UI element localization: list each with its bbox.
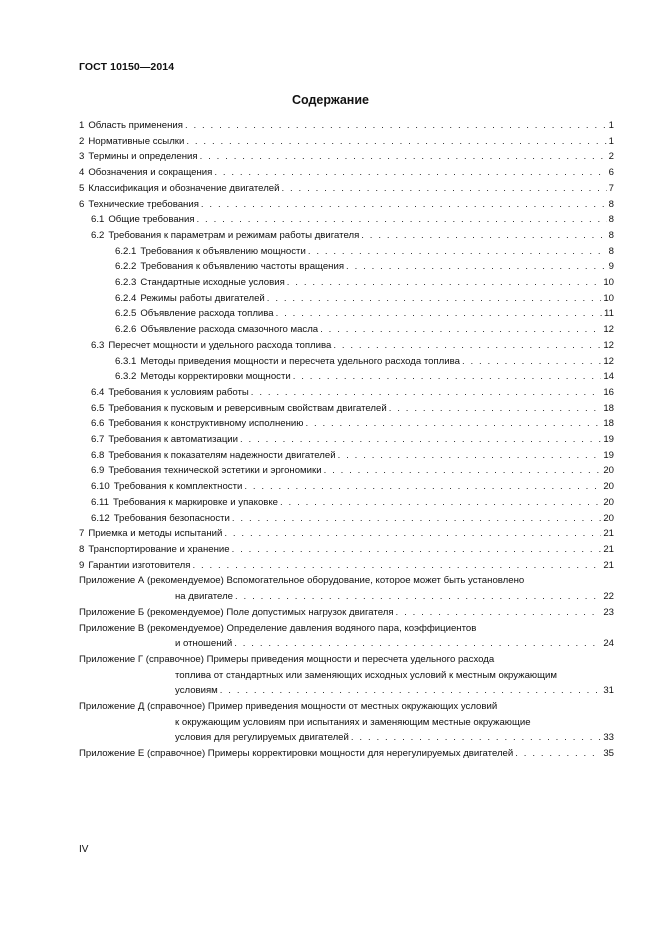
dot-leader — [287, 275, 602, 291]
dot-leader — [235, 589, 601, 605]
toc-entry-page: 21 — [603, 528, 614, 540]
toc-entry-page: 11 — [604, 308, 614, 320]
toc-entries — [79, 118, 614, 573]
toc-entry[interactable] — [79, 259, 614, 275]
dot-leader — [389, 401, 602, 417]
toc-entry-page: 8 — [608, 245, 614, 257]
dot-leader — [220, 683, 602, 699]
toc-entry-page: 10 — [603, 292, 614, 304]
toc-entry-number: 6.7 — [91, 434, 105, 446]
toc-entry-page: 8 — [608, 198, 614, 210]
toc-entry-number: 6.1 — [91, 214, 105, 226]
toc-entry-page: 7 — [608, 182, 614, 194]
toc-entry-title: Методы приведения мощности и пересчета удельного расхода топлива — [140, 355, 460, 367]
dot-leader — [186, 134, 606, 150]
toc-entry[interactable] — [79, 149, 614, 165]
toc-entry[interactable] — [79, 291, 614, 307]
dot-leader — [308, 244, 607, 260]
dot-leader — [346, 259, 607, 275]
toc-entry[interactable] — [79, 322, 614, 338]
toc-entry-title: Гарантии изготовителя — [88, 559, 191, 571]
dot-leader — [192, 558, 601, 574]
toc-entry-title: Требования к пусковым и реверсивным свойствам двигателей — [108, 402, 387, 414]
toc-entry[interactable] — [79, 212, 614, 228]
dot-leader — [280, 495, 601, 511]
toc-entry-number: 6.2.4 — [115, 292, 137, 304]
toc-entry-page: 12 — [603, 324, 614, 336]
toc-entry-title: Классификация и обозначение двигателей — [88, 182, 280, 194]
dot-leader — [201, 197, 607, 213]
toc-entry-title: Пересчет мощности и удельного расхода топлива — [108, 339, 332, 351]
toc-appendix-entry[interactable] — [79, 605, 614, 621]
dot-leader — [293, 369, 602, 385]
dot-leader — [276, 306, 602, 322]
toc-entry-number: 5 — [79, 182, 85, 194]
toc-entry-number: 6.5 — [91, 402, 105, 414]
toc-entry-title: Требования безопасности — [113, 512, 230, 524]
table-of-contents — [79, 118, 614, 762]
toc-entry-title: Обозначения и сокращения — [88, 167, 213, 179]
toc-entry[interactable] — [79, 244, 614, 260]
toc-entry-number: 3 — [79, 151, 85, 163]
dot-leader — [224, 526, 601, 542]
toc-entry-page: 12 — [603, 339, 614, 351]
toc-entry-title: Режимы работы двигателей — [140, 292, 265, 304]
toc-entry[interactable] — [79, 165, 614, 181]
dot-leader — [232, 511, 601, 527]
toc-entry-number: 6.2.5 — [115, 308, 137, 320]
toc-entry-number: 9 — [79, 559, 85, 571]
toc-entry[interactable] — [79, 463, 614, 479]
toc-entry[interactable] — [79, 181, 614, 197]
toc-entry-page: 18 — [603, 418, 614, 430]
appendix-title-line: топлива от стандартных или заменяющих исходных условий к местным окружающим — [175, 669, 557, 681]
toc-entry-number: 6.3.1 — [115, 355, 137, 367]
toc-entry-number: 6.3.2 — [115, 371, 137, 383]
dot-leader — [338, 448, 602, 464]
toc-entry[interactable] — [79, 197, 614, 213]
toc-entry[interactable] — [79, 542, 614, 558]
toc-entry-page: 6 — [608, 167, 614, 179]
appendix-title-line: Приложение Д (справочное) Пример приведения мощности от местных окружающих условий — [79, 701, 498, 713]
dot-leader — [240, 432, 601, 448]
toc-entry-page: 20 — [603, 496, 614, 508]
toc-entry-number: 4 — [79, 167, 85, 179]
toc-entry[interactable] — [79, 416, 614, 432]
appendix-title-line: Приложение В (рекомендуемое) Определение давления водяного пара, коэффициентов — [79, 622, 477, 634]
appendix-title-line: к окружающим условиям при испытаниях и заменяющим местные окружающие — [175, 716, 531, 728]
toc-entry-page: 12 — [603, 355, 614, 367]
toc-entry-number: 6.2.2 — [115, 261, 137, 273]
toc-entry-page: 31 — [603, 685, 614, 697]
toc-entry-number: 6.12 — [91, 512, 110, 524]
toc-entry-page: 10 — [603, 277, 614, 289]
toc-entry-page: 21 — [603, 543, 614, 555]
appendix-title-line: Приложение Б (рекомендуемое) Поле допустимых нагрузок двигателя — [79, 606, 394, 618]
toc-entry-title: Стандартные исходные условия — [140, 277, 285, 289]
toc-entry-title: Требования к автоматизации — [108, 434, 239, 446]
toc-appendices — [79, 573, 614, 761]
dot-leader — [197, 212, 607, 228]
page-number: IV — [79, 844, 89, 855]
dot-leader — [324, 463, 602, 479]
toc-entry-page: 19 — [603, 449, 614, 461]
toc-entry-title: Нормативные ссылки — [88, 135, 185, 147]
toc-entry-title: Требования к конструктивному исполнению — [108, 418, 304, 430]
toc-entry-number: 6.8 — [91, 449, 105, 461]
toc-entry-page: 22 — [603, 591, 614, 603]
toc-entry-title: Требования к комплектности — [113, 481, 243, 493]
toc-entry-page: 8 — [608, 214, 614, 226]
toc-entry-page: 18 — [603, 402, 614, 414]
toc-entry-page: 1 — [608, 135, 614, 147]
appendix-title-line: Приложение А (рекомендуемое) Вспомогательное оборудование, которое может быть установлено — [79, 575, 525, 587]
toc-entry-page: 16 — [603, 386, 614, 398]
toc-entry-number: 6.2.6 — [115, 324, 137, 336]
appendix-title-line: и отношений — [175, 638, 233, 650]
toc-entry-number: 6.11 — [91, 496, 109, 508]
dot-leader — [515, 746, 601, 762]
toc-entry-page: 20 — [603, 465, 614, 477]
page-title: Содержание — [291, 93, 369, 107]
toc-entry[interactable] — [79, 432, 614, 448]
dot-leader — [214, 165, 606, 181]
toc-entry-page: 21 — [603, 559, 614, 571]
toc-entry[interactable] — [79, 401, 614, 417]
toc-entry[interactable] — [79, 385, 614, 401]
toc-entry[interactable] — [79, 369, 614, 385]
toc-entry-page: 33 — [603, 732, 614, 744]
toc-entry-number: 2 — [79, 135, 85, 147]
toc-entry-number: 6.9 — [91, 465, 105, 477]
toc-entry[interactable] — [79, 118, 614, 134]
toc-entry[interactable] — [79, 495, 614, 511]
toc-appendix-entry[interactable] — [79, 746, 614, 762]
toc-entry-page: 1 — [608, 120, 614, 131]
toc-entry-page: 20 — [603, 481, 614, 493]
standard-designation: ГОСТ 10150—2014 — [79, 61, 175, 73]
toc-entry-page: 20 — [603, 512, 614, 524]
toc-entry-title: Требования к объявлению частоты вращения — [140, 261, 345, 273]
toc-entry-title: Общие требования — [108, 214, 195, 226]
dot-leader — [462, 354, 601, 370]
toc-entry-number: 6.2.1 — [115, 245, 137, 257]
dot-leader — [396, 605, 602, 621]
toc-entry[interactable] — [79, 275, 614, 291]
appendix-title-line: Приложение Г (справочное) Примеры приведения мощности и пересчета удельного расхода — [79, 653, 495, 665]
toc-entry-number: 8 — [79, 543, 85, 555]
dot-leader — [234, 636, 601, 652]
toc-entry[interactable] — [79, 448, 614, 464]
toc-entry-title: Термины и определения — [88, 151, 198, 163]
dot-leader — [244, 479, 601, 495]
toc-entry-page: 8 — [608, 229, 614, 241]
toc-entry[interactable] — [79, 228, 614, 244]
dot-leader — [267, 291, 602, 307]
dot-leader — [251, 385, 602, 401]
toc-entry-title: Методы корректировки мощности — [140, 371, 291, 383]
toc-entry[interactable] — [79, 558, 614, 574]
toc-appendix-entry[interactable] — [79, 652, 614, 699]
dot-leader — [305, 416, 601, 432]
toc-entry[interactable] — [79, 479, 614, 495]
toc-appendix-entry[interactable] — [79, 699, 614, 746]
toc-entry-title: Требования к маркировке и упаковке — [112, 496, 279, 508]
toc-appendix-entry[interactable] — [79, 621, 614, 652]
appendix-title-line: условиям — [175, 685, 218, 697]
toc-entry-title: Требования технической эстетики и эргономики — [108, 465, 322, 477]
toc-entry[interactable] — [79, 526, 614, 542]
dot-leader — [185, 118, 607, 134]
toc-entry-title: Требования к параметрам и режимам работы двигателя — [108, 229, 360, 241]
toc-entry-title: Объявление расхода смазочного масла — [140, 324, 319, 336]
toc-entry-title: Приемка и методы испытаний — [88, 528, 223, 540]
toc-entry-title: Технические требования — [88, 198, 199, 210]
toc-entry-number: 6 — [79, 198, 85, 210]
toc-entry-title: Требования к показателям надежности двигателей — [108, 449, 336, 461]
dot-leader — [200, 149, 607, 165]
toc-entry-number: 6.6 — [91, 418, 105, 430]
toc-entry-title: Объявление расхода топлива — [140, 308, 274, 320]
dot-leader — [351, 730, 601, 746]
toc-entry-page: 24 — [603, 638, 614, 650]
toc-entry-number: 1 — [79, 120, 85, 131]
toc-entry-page: 23 — [603, 606, 614, 618]
appendix-title-line: Приложение Е (справочное) Примеры корректировки мощности для нерегулируемых двигателей — [79, 748, 514, 760]
toc-entry-number: 6.3 — [91, 339, 105, 351]
toc-entry-title: Требования к условиям работы — [108, 386, 249, 398]
dot-leader — [333, 338, 601, 354]
toc-entry-page: 35 — [603, 748, 614, 760]
toc-entry-page: 9 — [608, 261, 614, 273]
toc-entry-page: 14 — [603, 371, 614, 383]
dot-leader — [361, 228, 606, 244]
toc-entry-page: 19 — [603, 434, 614, 446]
toc-entry[interactable] — [79, 338, 614, 354]
toc-entry-title: Транспортирование и хранение — [88, 543, 230, 555]
toc-entry-page: 2 — [608, 151, 614, 163]
toc-entry[interactable] — [79, 511, 614, 527]
dot-leader — [282, 181, 607, 197]
toc-entry[interactable] — [79, 306, 614, 322]
toc-entry-number: 7 — [79, 528, 85, 540]
toc-entry-title: Требования к объявлению мощности — [140, 245, 306, 257]
toc-entry-number: 6.2 — [91, 229, 105, 241]
toc-entry-number: 6.2.3 — [115, 277, 137, 289]
toc-entry-number: 6.10 — [91, 481, 110, 493]
toc-entry[interactable] — [79, 134, 614, 150]
toc-entry-number: 6.4 — [91, 386, 105, 398]
toc-appendix-entry[interactable] — [79, 573, 614, 604]
appendix-title-line: условия для регулируемых двигателей — [175, 732, 349, 744]
toc-entry[interactable] — [79, 354, 614, 370]
toc-entry-title: Область применения — [88, 120, 183, 131]
dot-leader — [320, 322, 601, 338]
appendix-title-line: на двигателе — [175, 591, 234, 603]
dot-leader — [232, 542, 602, 558]
